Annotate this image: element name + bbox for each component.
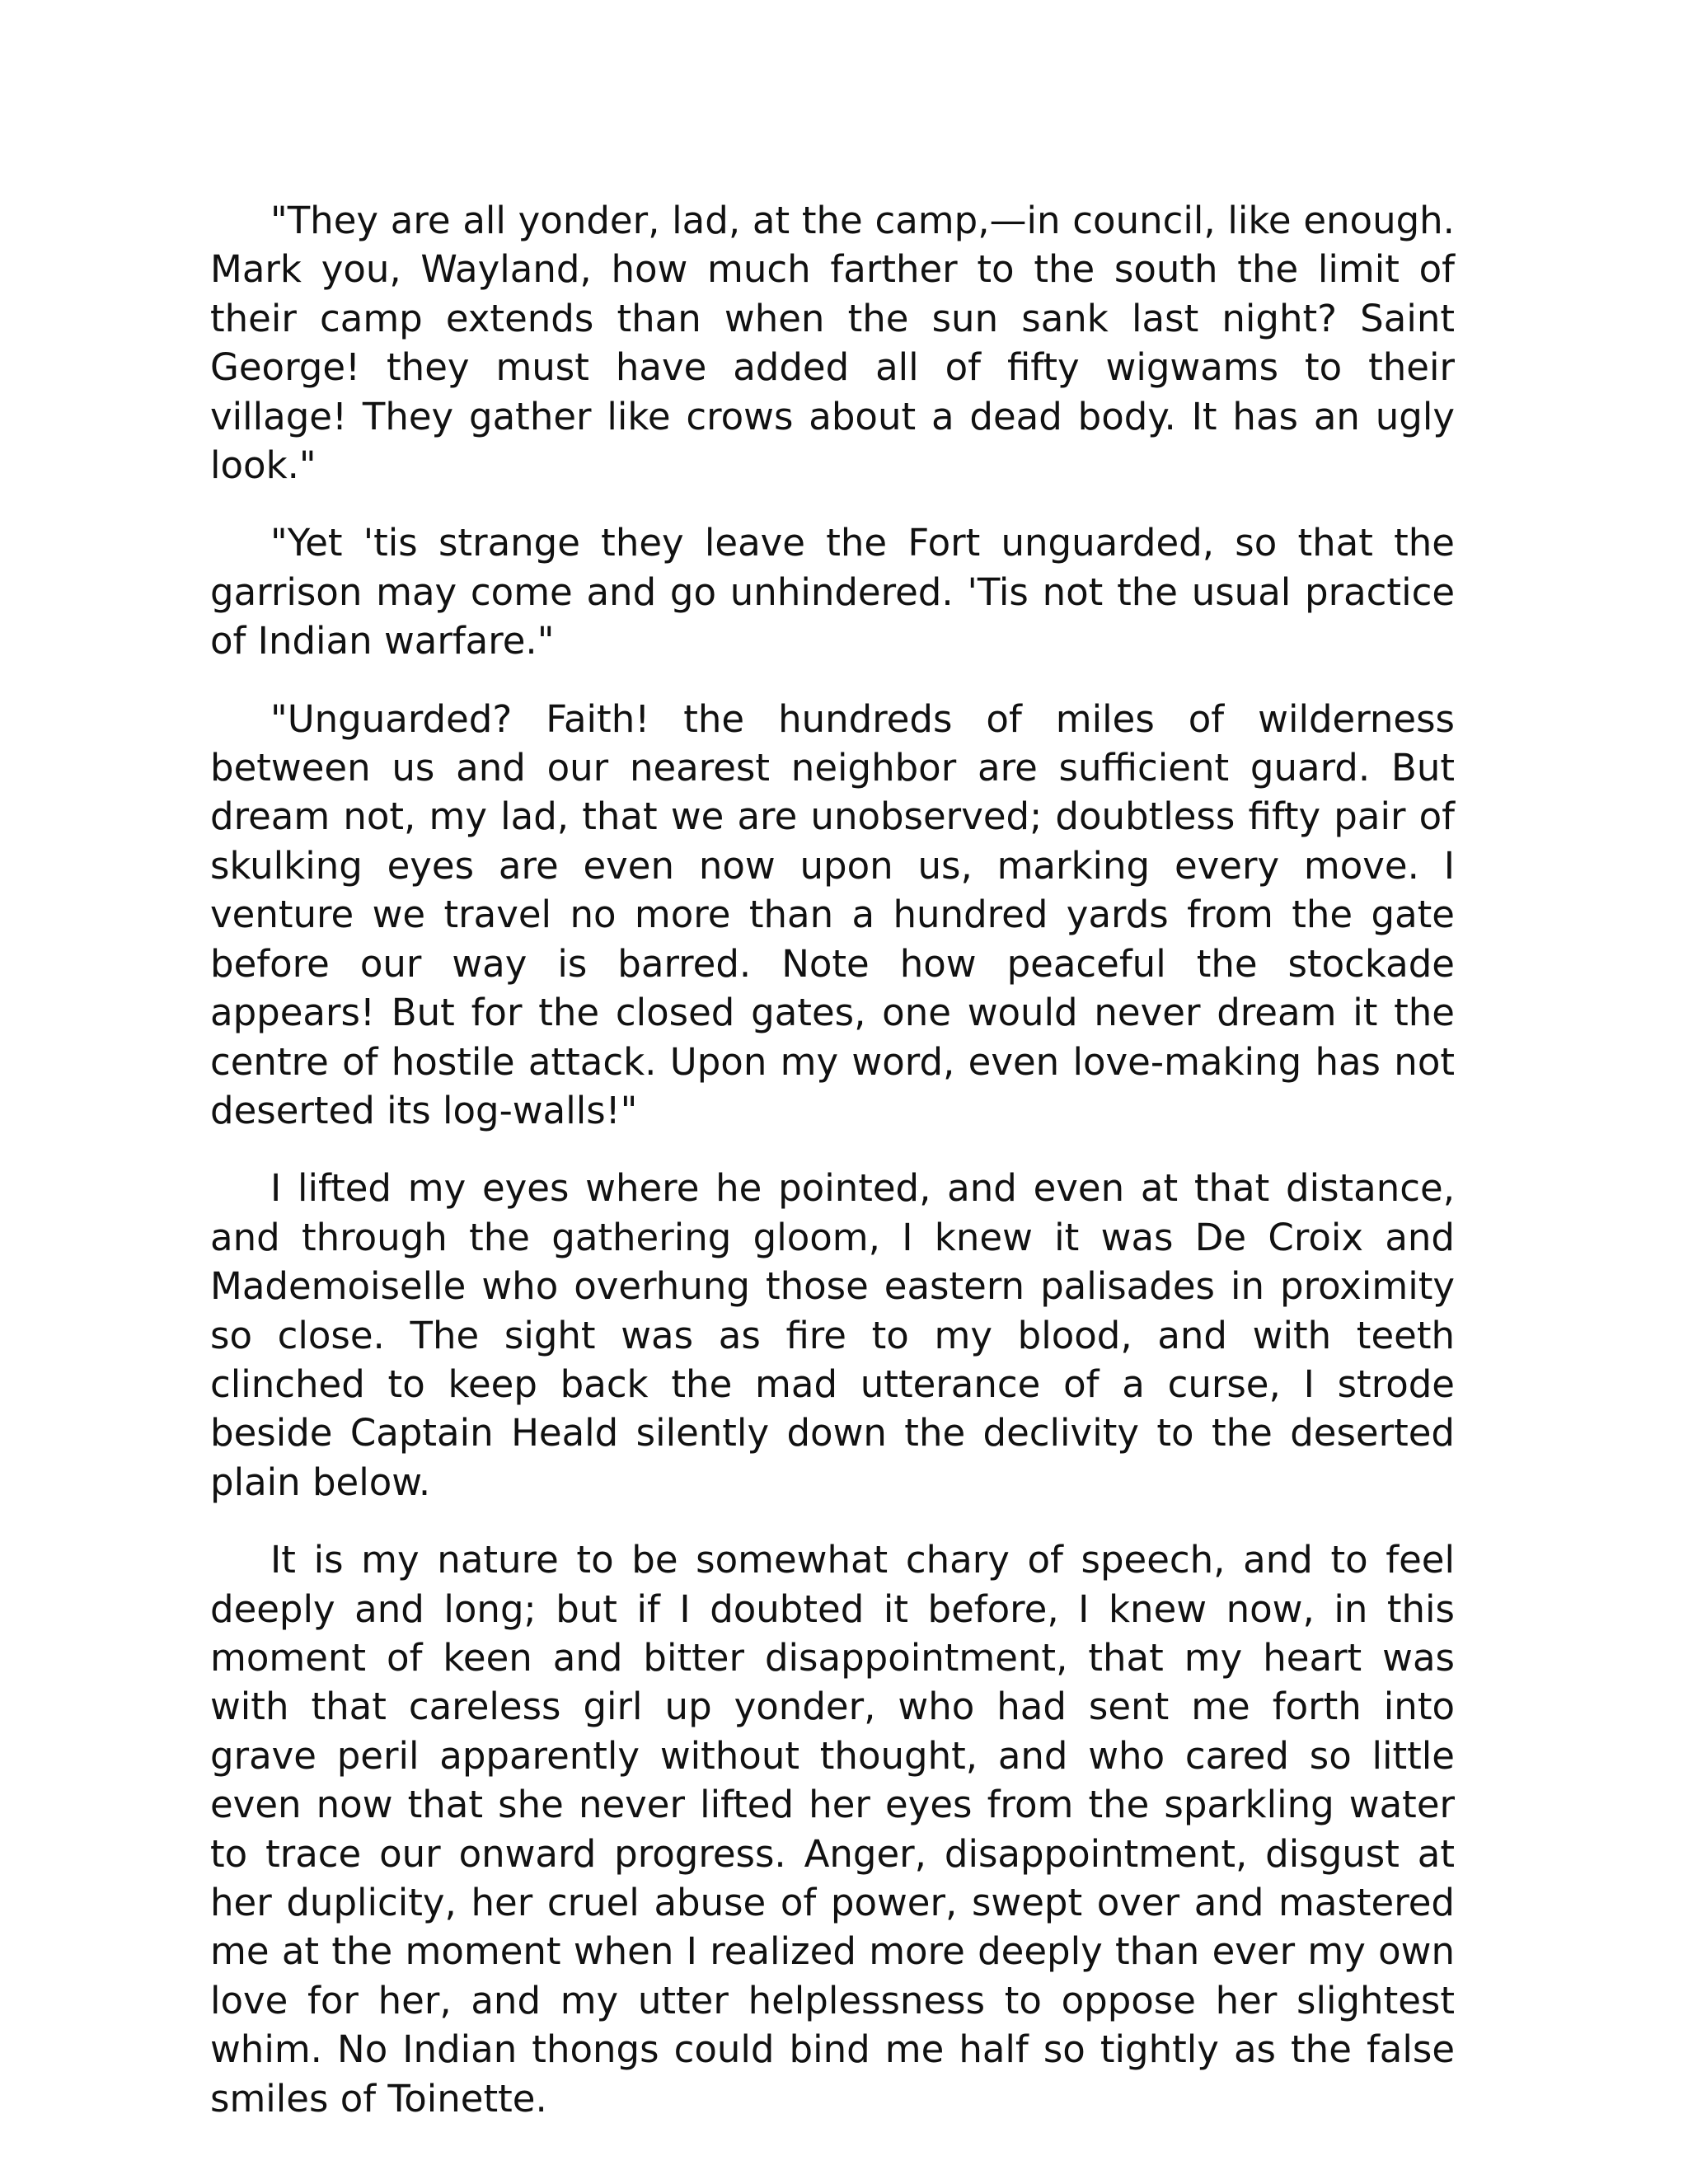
paragraph: "Unguarded? Faith! the hundreds of miles of wilderness between us and our nearest neighbor are sufficient guard. But dream not, my lad, that we are unobserved; doubtless fifty pair of skulking eyes are even now upon us, marking every move. I venture we travel no more than a hundred yards from the gate before our way is barred. Note how peaceful the stockade appears! But for the closed gates, one would never dream it the centre of hostile attack. Upon my word, even love-making has not deserted its log-walls!"	[210, 696, 1455, 1132]
paragraph: It is my nature to be somewhat chary of speech, and to feel deeply and long; but if I doubted it before, I knew now, in this moment of keen and bitter disappointment, that my heart was with that careless girl up yonder, who had sent me forth into grave peril apparently without thought, and who cared so little even now that she never lifted her eyes from the sparkling water to trace our onward progress. Anger, disappointment, disgust at her duplicity, her cruel abuse of power, swept over and mastered me at the moment when I realized more deeply than ever my own love for her, and my utter helplessness to oppose her slightest whim. No Indian thongs could bind me half so tightly as the false smiles of Toinette.	[210, 1538, 1455, 2121]
paragraph: I lifted my eyes where he pointed, and even at that distance, and through the gathering gloom, I knew it was De Croix and Mademoiselle who overhung those eastern palisades in proximity so close. The sight was as fire to my blood, and with teeth clinched to keep back the mad utterance of a curse, I strode beside Captain Heald silently down the declivity to the deserted plain below.	[210, 1166, 1455, 1504]
document-page	[210, 196, 1455, 2123]
paragraph: "They are all yonder, lad, at the camp,—in council, like enough. Mark you, Wayland, how much farther to the south the limit of their camp extends than when the sun sank last night? Saint George! they must have added all of fifty wigwams to their village! They gather like crows about a dead body. It has an ugly look."	[210, 199, 1455, 488]
paragraph: "Yet 'tis strange they leave the Fort unguarded, so that the garrison may come and go unhindered. 'Tis not the usual practice of Indian warfare."	[210, 521, 1455, 663]
